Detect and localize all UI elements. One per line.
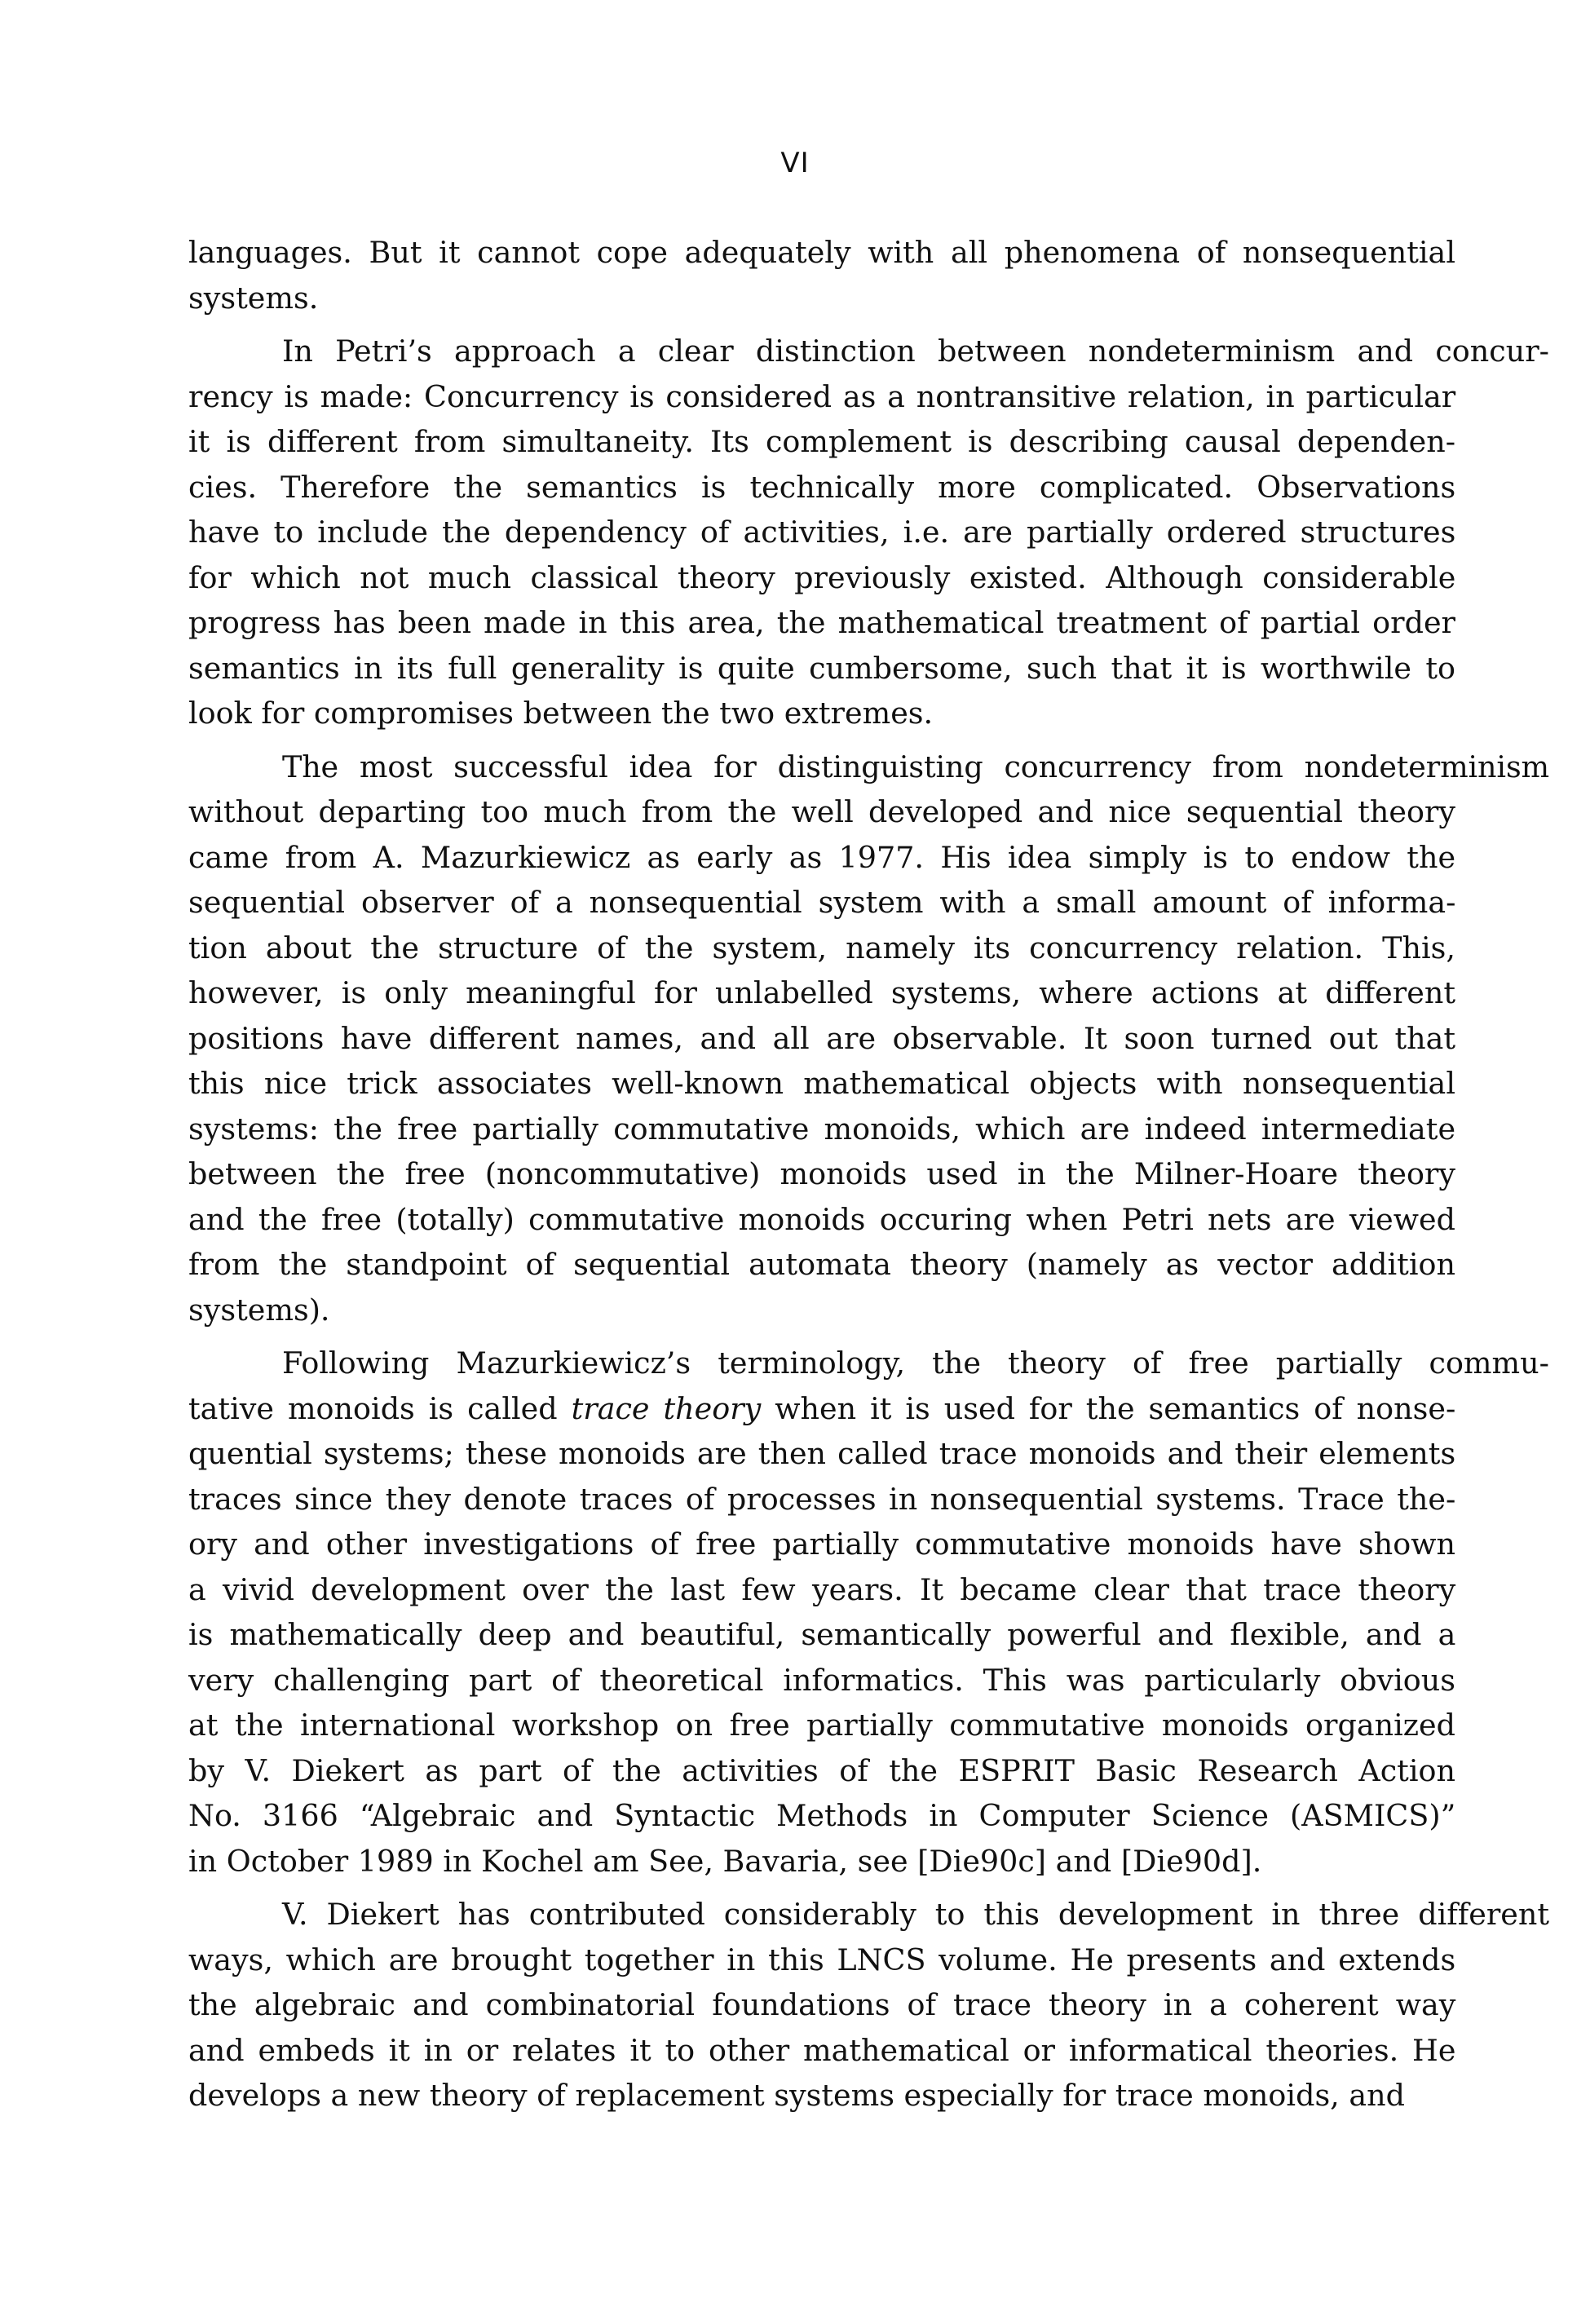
text-line: look for compromises between the two extremes.: [188, 696, 934, 731]
paragraph: [188, 1892, 1549, 2119]
text-line: came from A. Mazurkiewicz as early as 1977. His idea simply is to endow the: [188, 839, 1456, 875]
text-line: however, is only meaningful for unlabelled systems, where actions at different: [188, 975, 1455, 1010]
text-line: the algebraic and combinatorial foundations of trace theory in a coherent way: [188, 1987, 1456, 2022]
text-line: from the standpoint of sequential automata theory (namely as vector addition: [188, 1247, 1455, 1282]
text-line: quential systems; these monoids are then called trace monoids and their elements: [188, 1436, 1456, 1471]
text-line: and embeds it in or relates it to other mathematical or informatical theories. He: [188, 2032, 1456, 2068]
emphasized-term: trace theory: [571, 1390, 762, 1426]
text-line: V. Diekert has contributed considerably to this development in three different: [282, 1897, 1549, 1932]
text-line: traces since they denote traces of processes in nonsequential systems. Trace the-: [188, 1481, 1456, 1517]
text-line: develops a new theory of replacement systems especially for trace monoids, and: [188, 2078, 1406, 2113]
text-line: very challenging part of theoretical informatics. This was particularly obvious: [188, 1662, 1456, 1698]
paragraph: [188, 1341, 1549, 1884]
text-line: tion about the structure of the system, namely its concurrency relation. This,: [188, 930, 1455, 965]
text-line: In Petri’s approach a clear distinction between nondeterminism and concur-: [282, 334, 1549, 369]
text-line: a vivid development over the last few years. It became clear that trace theory: [188, 1571, 1456, 1607]
paragraph: [188, 329, 1549, 736]
text-line: progress has been made in this area, the mathematical treatment of partial order: [188, 605, 1455, 640]
text-line: between the free (noncommutative) monoids used in the Milner-Hoare theory: [188, 1156, 1455, 1191]
text-line: rency is made: Concurrency is considered as a nontransitive relation, in particular: [188, 378, 1456, 414]
text-line: is mathematically deep and beautiful, semantically powerful and flexible, and a: [188, 1617, 1456, 1652]
text-line: ory and other investigations of free partially commutative monoids have shown: [188, 1527, 1455, 1562]
text-line: sequential observer of a nonsequential system with a small amount of informa-: [188, 885, 1456, 920]
text-line: Following Mazurkiewicz’s terminology, the theory of free partially commu-: [282, 1345, 1549, 1381]
text-line: this nice trick associates well-known mathematical objects with nonsequential: [188, 1066, 1455, 1101]
text-line: it is different from simultaneity. Its complement is describing causal dependen-: [188, 424, 1456, 459]
text-line: and the free (totally) commutative monoids occuring when Petri nets are viewed: [188, 1201, 1455, 1237]
paragraph: [188, 744, 1549, 1333]
text-line: positions have different names, and all are observable. It soon turned out that: [188, 1020, 1456, 1056]
text-line: systems.: [188, 280, 319, 316]
text-line: The most successful idea for distinguisting concurrency from nondeterminism: [282, 749, 1549, 784]
text-line: languages. But it cannot cope adequately with all phenomena of nonsequential: [188, 235, 1455, 270]
text-line: by V. Diekert as part of the activities of the ESPRIT Basic Research Action: [188, 1752, 1455, 1788]
text-line: at the international workshop on free partially commutative monoids organized: [188, 1708, 1455, 1743]
text-line: [188, 1386, 1455, 1432]
text-run: when it is used for the semantics of nonse-: [761, 1390, 1456, 1426]
text-line: in October 1989 in Kochel am See, Bavaria, see [Die90c] and [Die90d].: [188, 1843, 1262, 1879]
text-line: ways, which are brought together in this LNCS volume. He presents and extends: [188, 1942, 1456, 1977]
paragraph: [188, 230, 1455, 320]
text-line: without departing too much from the well developed and nice sequential theory: [188, 794, 1455, 829]
text-line: systems: the free partially commutative monoids, which are indeed intermediate: [188, 1111, 1456, 1147]
text-line: semantics in its full generality is quite cumbersome, such that it is worthwile to: [188, 650, 1456, 686]
text-line: No. 3166 “Algebraic and Syntactic Methods in Computer Science (ASMICS)”: [188, 1798, 1456, 1833]
text-run: tative monoids is called: [188, 1390, 572, 1426]
text-line: cies. Therefore the semantics is technically more complicated. Observations: [188, 469, 1456, 505]
text-line: have to include the dependency of activities, i.e. are partially ordered structures: [188, 515, 1456, 550]
text-line: systems).: [188, 1292, 330, 1328]
page-number: VI: [780, 147, 810, 179]
text-line: for which not much classical theory previously existed. Although considerable: [188, 559, 1456, 595]
body-text: [188, 230, 1549, 2127]
